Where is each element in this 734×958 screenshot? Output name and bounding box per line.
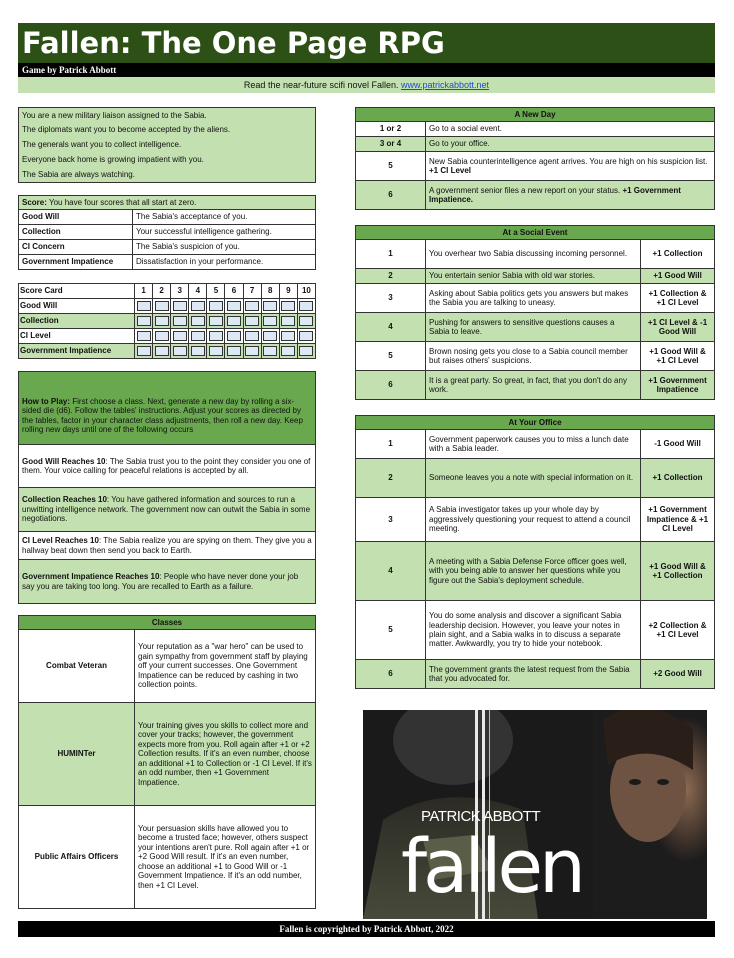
score-box-cell	[279, 344, 297, 359]
score-name: CI Concern	[19, 240, 133, 255]
roll-row	[356, 660, 715, 689]
score-name: Government Impatience	[19, 255, 133, 270]
score-checkbox[interactable]	[299, 331, 313, 341]
score-checkbox[interactable]	[245, 301, 259, 311]
score-checkbox[interactable]	[155, 301, 169, 311]
intro-line: The generals want you to collect intelligence.	[19, 138, 316, 153]
how-to-play	[18, 371, 316, 604]
ending-good-will: Good Will Reaches 10: The Sabia trust you to the point they consider you one of them. Your voice calling for peaceful relations is accepted by all.	[19, 445, 316, 488]
score-checkbox[interactable]	[209, 331, 223, 341]
class-name: HUMINTer	[19, 703, 135, 806]
event-text: Asking about Sabia politics gets you answers but makes the Sabia you are talking to uneasy.	[426, 284, 641, 313]
score-desc: The Sabia's suspicion of you.	[133, 240, 316, 255]
score-box-cell	[261, 329, 279, 344]
score-box-cell	[279, 314, 297, 329]
score-box-cell	[207, 314, 225, 329]
score-checkbox[interactable]	[245, 316, 259, 326]
promo-bar	[18, 77, 715, 93]
roll-value: 5	[356, 152, 426, 181]
roll-value: 3	[356, 284, 426, 313]
score-box-cell	[153, 329, 171, 344]
score-box-cell	[153, 344, 171, 359]
score-desc: Your successful intelligence gathering.	[133, 225, 316, 240]
score-box-cell	[225, 329, 243, 344]
roll-value: 5	[356, 601, 426, 660]
score-checkbox[interactable]	[191, 331, 205, 341]
score-card-column: 7	[243, 284, 261, 299]
office-table	[355, 415, 715, 689]
score-card-column: 1	[135, 284, 153, 299]
score-box-cell	[261, 314, 279, 329]
score-checkbox[interactable]	[173, 301, 187, 311]
event-text: New Sabia counterintelligence agent arrives. You are high on his suspicion list. +1 CI Level	[426, 152, 715, 181]
event-effect: +2 Good Will	[641, 660, 715, 689]
event-effect: +1 Good Will & +1 Collection	[641, 542, 715, 601]
event-text: The government grants the latest request from the Sabia that you advocated for.	[426, 660, 641, 689]
ending-government-impatience: Government Impatience Reaches 10: People who have never done your job say you are taking too long. You are recalled to Earth as a failure.	[19, 560, 316, 604]
score-box-cell	[207, 344, 225, 359]
score-checkbox[interactable]	[281, 346, 295, 356]
event-text: Pushing for answers to sensitive questions causes a Sabia to leave.	[426, 313, 641, 342]
roll-value: 4	[356, 542, 426, 601]
score-box-cell	[207, 299, 225, 314]
score-card-column: 8	[261, 284, 279, 299]
score-card-column: 5	[207, 284, 225, 299]
book-cover-image	[363, 710, 707, 919]
event-text: You do some analysis and discover a significant Sabia leadership decision. However, you leave your notes in plain sight, and a Sabia walks in to discuss a separate matter. Awkwardly, you try to hide your notebook.	[426, 601, 641, 660]
roll-value: 6	[356, 181, 426, 210]
roll-value: 6	[356, 660, 426, 689]
score-checkbox[interactable]	[173, 316, 187, 326]
event-effect: +2 Collection & +1 CI Level	[641, 601, 715, 660]
score-checkbox[interactable]	[281, 301, 295, 311]
score-checkbox[interactable]	[137, 346, 151, 356]
score-card-column: 10	[297, 284, 315, 299]
event-effect: +1 CI Level & -1 Good Will	[641, 313, 715, 342]
score-box-cell	[261, 299, 279, 314]
score-card-row	[19, 299, 316, 314]
copyright-footer: Fallen is copyrighted by Patrick Abbott, 2022	[18, 921, 715, 937]
class-name: Combat Veteran	[19, 630, 135, 703]
class-desc: Your persuasion skills have allowed you to become a trusted face; however, others suspect your intentions aren't pure. Roll again after +1 or +2 Good Will result. If it's an even number, choose an additional +1 to Good Will or -1 Government Impatience. If it's an odd number, then +1 CI Level.	[135, 806, 316, 909]
score-checkbox[interactable]	[245, 346, 259, 356]
score-desc: The Sabia's acceptance of you.	[133, 210, 316, 225]
ending-ci-level: CI Level Reaches 10: The Sabia realize you are spying on them. They give you a hallway beat down then send you back to Earth.	[19, 532, 316, 560]
score-box-cell	[279, 329, 297, 344]
score-box-cell	[135, 344, 153, 359]
cover-author: PATRICK ABBOTT	[421, 808, 541, 825]
roll-row	[356, 430, 715, 459]
score-checkbox[interactable]	[281, 316, 295, 326]
score-card-column: 4	[189, 284, 207, 299]
event-effect: +1 Collection & +1 CI Level	[641, 284, 715, 313]
page-title: Fallen: The One Page RPG	[18, 23, 715, 63]
score-table	[18, 195, 316, 270]
class-desc: Your reputation as a "war hero" can be used to gain sympathy from government staff by playing off your current successes. One Government Impatience can be reduced by cashing in two collection points.	[135, 630, 316, 703]
score-card-column: 3	[171, 284, 189, 299]
class-name: Public Affairs Officers	[19, 806, 135, 909]
roll-row	[356, 371, 715, 400]
score-box-cell	[189, 344, 207, 359]
event-effect: +1 Collection	[641, 240, 715, 269]
score-box-cell	[171, 299, 189, 314]
new-day-title: A New Day	[356, 108, 715, 122]
score-box-cell	[225, 344, 243, 359]
score-checkbox[interactable]	[299, 316, 313, 326]
score-checkbox[interactable]	[227, 316, 241, 326]
score-checkbox[interactable]	[155, 346, 169, 356]
score-box-cell	[297, 299, 315, 314]
roll-value: 1 or 2	[356, 122, 426, 137]
event-effect: +1 Government Impatience	[641, 371, 715, 400]
score-checkbox[interactable]	[137, 316, 151, 326]
score-checkbox[interactable]	[263, 346, 277, 356]
score-box-cell	[225, 314, 243, 329]
score-box-cell	[171, 329, 189, 344]
ending-collection: Collection Reaches 10: You have gathered information and sources to run a unwitting intelligence network. The government now can outwit the Sabia in some negotiations.	[19, 488, 316, 532]
score-card-row	[19, 314, 316, 329]
roll-row	[356, 542, 715, 601]
event-effect: +1 Good Will & +1 CI Level	[641, 342, 715, 371]
roll-value: 3	[356, 498, 426, 542]
score-box-cell	[243, 299, 261, 314]
score-header: Score: You have four scores that all start at zero.	[19, 196, 316, 210]
score-box-cell	[135, 329, 153, 344]
score-checkbox[interactable]	[191, 316, 205, 326]
roll-value: 4	[356, 313, 426, 342]
score-checkbox[interactable]	[299, 301, 313, 311]
social-event-table	[355, 225, 715, 400]
score-card-label: CI Level	[19, 329, 135, 344]
event-effect: +1 Good Will	[641, 269, 715, 284]
roll-row	[356, 284, 715, 313]
score-checkbox[interactable]	[299, 346, 313, 356]
intro-line: You are a new military liaison assigned to the Sabia.	[19, 108, 316, 123]
roll-row	[356, 240, 715, 269]
score-checkbox[interactable]	[263, 301, 277, 311]
score-checkbox[interactable]	[263, 316, 277, 326]
score-box-cell	[189, 329, 207, 344]
score-checkbox[interactable]	[155, 316, 169, 326]
roll-row	[356, 601, 715, 660]
score-checkbox[interactable]	[281, 331, 295, 341]
intro-box	[18, 107, 316, 183]
score-checkbox[interactable]	[227, 331, 241, 341]
score-box-cell	[279, 299, 297, 314]
score-box-cell	[189, 299, 207, 314]
score-card-row	[19, 329, 316, 344]
score-checkbox[interactable]	[209, 301, 223, 311]
roll-row	[356, 459, 715, 498]
office-title: At Your Office	[356, 416, 715, 430]
intro-line: The diplomats want you to become accepted by the aliens.	[19, 123, 316, 138]
score-checkbox[interactable]	[137, 301, 151, 311]
score-card-title: Score Card	[19, 284, 135, 299]
byline: Game by Patrick Abbott	[18, 63, 715, 77]
score-box-cell	[297, 314, 315, 329]
how-to-play-text: How to Play: First choose a class. Next, generate a new day by rolling a six-sided die (d6). Follow the tables' instructions. Adjust your scores as directed by the tables, factor in your character class adjustments, then roll a new day. Keep rolling new days until one of the following occurs	[19, 372, 316, 445]
social-event-title: At a Social Event	[356, 226, 715, 240]
event-text: You overhear two Sabia discussing incoming personnel.	[426, 240, 641, 269]
roll-row	[356, 313, 715, 342]
score-box-cell	[261, 344, 279, 359]
score-checkbox[interactable]	[227, 346, 241, 356]
score-box-cell	[135, 299, 153, 314]
roll-row	[356, 342, 715, 371]
classes-title: Classes	[19, 616, 316, 630]
promo-text: Read the near-future scifi novel Fallen.	[243, 80, 402, 90]
event-text: Government paperwork causes you to miss a lunch date with a Sabia leader.	[426, 430, 641, 459]
score-box-cell	[153, 314, 171, 329]
event-text: Go to a social event.	[426, 122, 715, 137]
score-checkbox[interactable]	[137, 331, 151, 341]
roll-value: 1	[356, 240, 426, 269]
score-box-cell	[243, 314, 261, 329]
roll-row	[356, 269, 715, 284]
score-box-cell	[171, 314, 189, 329]
score-checkbox[interactable]	[227, 301, 241, 311]
score-checkbox[interactable]	[263, 331, 277, 341]
score-box-cell	[207, 329, 225, 344]
score-box-cell	[297, 344, 315, 359]
event-text: Go to your office.	[426, 137, 715, 152]
score-card-row	[19, 344, 316, 359]
score-name: Collection	[19, 225, 133, 240]
score-checkbox[interactable]	[173, 346, 187, 356]
score-checkbox[interactable]	[155, 331, 169, 341]
classes-table	[18, 615, 316, 909]
score-checkbox[interactable]	[209, 316, 223, 326]
score-box-cell	[225, 299, 243, 314]
score-box-cell	[297, 329, 315, 344]
promo-link[interactable]: www.patrickabbott.net	[401, 80, 490, 90]
roll-value: 2	[356, 459, 426, 498]
event-text: Someone leaves you a note with special information on it.	[426, 459, 641, 498]
score-card-label: Collection	[19, 314, 135, 329]
roll-value: 1	[356, 430, 426, 459]
score-box-cell	[189, 314, 207, 329]
roll-value: 2	[356, 269, 426, 284]
intro-line: The Sabia are always watching.	[19, 168, 316, 183]
cover-title: fallen	[401, 824, 582, 910]
event-text: Brown nosing gets you close to a Sabia council member but raises others' suspicions.	[426, 342, 641, 371]
score-box-cell	[243, 344, 261, 359]
event-effect: +1 Government Impatience & +1 CI Level	[641, 498, 715, 542]
score-desc: Dissatisfaction in your performance.	[133, 255, 316, 270]
score-card	[18, 283, 316, 359]
class-desc: Your training gives you skills to collect more and cover your tracks; however, the government expects more from you. Roll again after +1 or +2 Collection results. If it's an even number, choose an additional +1 to Collection or -1 CI Level. If it's an odd number, then +1 Government Impatience.	[135, 703, 316, 806]
score-checkbox[interactable]	[191, 301, 205, 311]
score-box-cell	[153, 299, 171, 314]
roll-value: 6	[356, 371, 426, 400]
event-text: A Sabia investigator takes up your whole day by aggressively questioning your request to attend a council meeting.	[426, 498, 641, 542]
score-card-label: Government Impatience	[19, 344, 135, 359]
new-day-table	[355, 107, 715, 210]
score-checkbox[interactable]	[209, 346, 223, 356]
score-card-label: Good Will	[19, 299, 135, 314]
score-box-cell	[243, 329, 261, 344]
score-card-column: 9	[279, 284, 297, 299]
score-checkbox[interactable]	[191, 346, 205, 356]
event-effect: -1 Good Will	[641, 430, 715, 459]
score-card-column: 2	[153, 284, 171, 299]
score-card-column: 6	[225, 284, 243, 299]
score-box-cell	[135, 314, 153, 329]
event-text: It is a great party. So great, in fact, that you don't do any work.	[426, 371, 641, 400]
event-effect: +1 Collection	[641, 459, 715, 498]
roll-value: 3 or 4	[356, 137, 426, 152]
roll-row	[356, 498, 715, 542]
score-box-cell	[171, 344, 189, 359]
score-checkbox[interactable]	[173, 331, 187, 341]
event-text: You entertain senior Sabia with old war stories.	[426, 269, 641, 284]
event-text: A government senior files a new report on your status. +1 Government Impatience.	[426, 181, 715, 210]
roll-value: 5	[356, 342, 426, 371]
score-checkbox[interactable]	[245, 331, 259, 341]
score-name: Good Will	[19, 210, 133, 225]
event-text: A meeting with a Sabia Defense Force officer goes well, with you being able to answer her questions while you figure out the Sabia's deployment schedule.	[426, 542, 641, 601]
intro-line: Everyone back home is growing impatient with you.	[19, 153, 316, 168]
